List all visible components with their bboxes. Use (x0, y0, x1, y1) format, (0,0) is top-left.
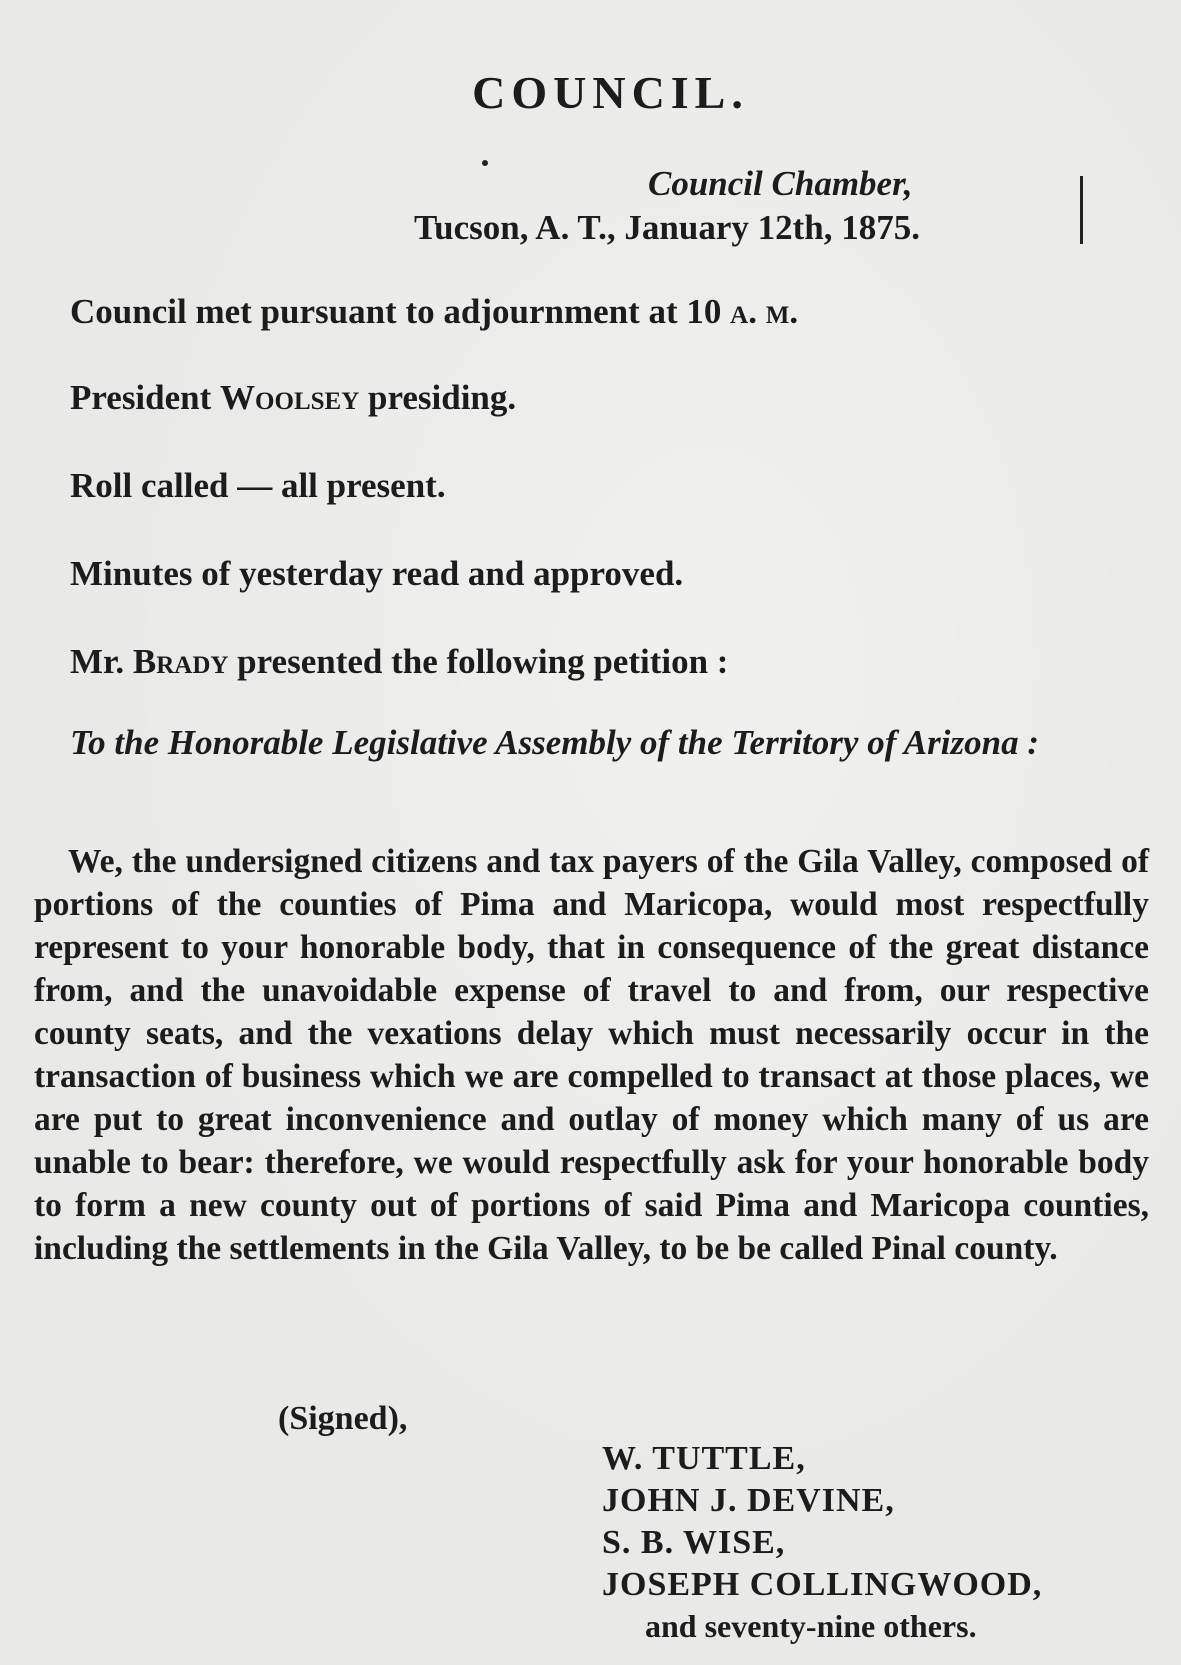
president-prefix: President (70, 378, 212, 417)
place-line-chamber: Council Chamber, (648, 164, 913, 203)
met-time: a. m. (730, 292, 799, 331)
presenter-prefix: Mr. (70, 642, 125, 681)
petition-address: To the Honorable Legislative Assembly of the Territory of Arizona : (70, 723, 1039, 762)
signed-label: (Signed), (278, 1400, 408, 1437)
signatory-name: S. B. WISE, (602, 1524, 786, 1561)
signatory-name: JOSEPH COLLINGWOOD, (602, 1566, 1043, 1603)
bracket-mark (1070, 176, 1083, 244)
bleed-through-text (600, 12, 608, 49)
president-suffix: presiding. (368, 378, 517, 417)
president-name: Woolsey (220, 378, 360, 417)
minutes-line-president (70, 378, 516, 418)
presenter-name: Brady (132, 642, 229, 681)
signatory-name: JOHN J. DEVINE, (602, 1482, 895, 1519)
minutes-line-presenter (70, 642, 728, 682)
petition-body: We, the undersigned citizens and tax payers of the Gila Valley, composed of portions of the counties of Pima and Maricopa, would most respectfully represent to your honorable body, that in consequence of the great distance from, and the unavoidable expense of travel to and from, our respective county seats, and the vexations delay which must necessarily occur in the transaction of business which we are compelled to transact at those places, we are put to great inconvenience and outlay of money which many of us are unable to bear: therefore, we would respectfully ask for your honorable body to form a new county out of portions of said Pima and Maricopa counties, including the settlements in the Gila Valley, to be be called Pinal county. (34, 843, 1149, 1267)
others-count: and seventy-nine others. (645, 1608, 977, 1644)
minutes-line-approved: Minutes of yesterday read and approved. (70, 554, 684, 593)
place-line-date (414, 208, 920, 248)
signatory-name: W. TUTTLE, (602, 1440, 806, 1477)
place-date-text: Tucson, A. T., January 12th, 1875. (414, 208, 921, 247)
minutes-line-met (70, 292, 798, 332)
ink-speck (482, 160, 488, 166)
presenter-suffix: presented the following petition : (237, 642, 729, 681)
met-text: Council met pursuant to adjournment at 10 (70, 292, 722, 331)
page-title: COUNCIL. (472, 67, 749, 118)
minutes-line-roll: Roll called — all present. (70, 466, 446, 505)
